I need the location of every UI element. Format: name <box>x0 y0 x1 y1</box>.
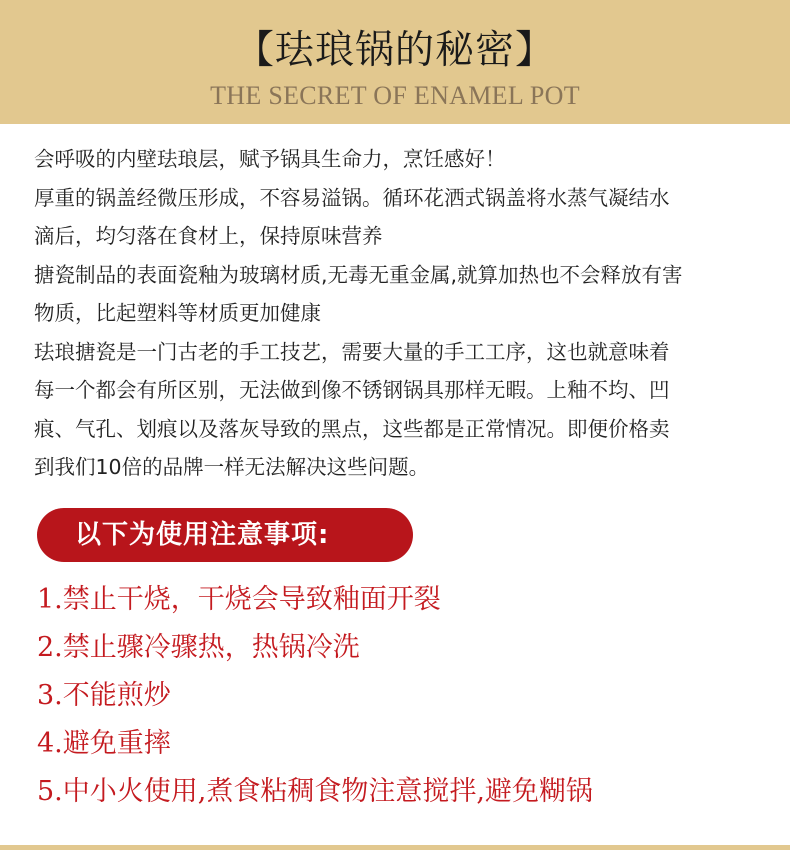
usage-notice-list <box>37 577 767 817</box>
notice-item: 5.中小火使用,煮食粘稠食物注意搅拌,避免糊锅 <box>37 776 593 807</box>
intro-line: 每一个都会有所区别，无法做到像不锈钢锅具那样无暇。上釉不均、凹 <box>34 378 670 402</box>
header-band <box>0 0 790 124</box>
intro-line: 滴后，均匀落在食材上，保持原味营养 <box>34 224 383 248</box>
intro-line: 痕、气孔、划痕以及落灰导致的黑点，这些都是正常情况。即便价格卖 <box>34 416 670 441</box>
notice-heading-badge: 以下为使用注意事项: <box>37 508 413 562</box>
intro-line: 会呼吸的内壁珐琅层，赋予锅具生命力，烹饪感好！ <box>34 147 506 171</box>
notice-item: 3.不能煎炒 <box>37 680 171 711</box>
intro-line: 到我们10倍的品牌一样无法解决这些问题。 <box>34 455 430 479</box>
intro-paragraph <box>34 140 764 487</box>
notice-item: 4.避免重摔 <box>37 728 171 759</box>
bottom-divider <box>0 845 790 850</box>
page-subtitle: THE SECRET OF ENAMEL POT <box>210 81 580 110</box>
intro-line: 物质，比起塑料等材质更加健康 <box>34 301 321 325</box>
intro-line: 搪瓷制品的表面瓷釉为玻璃材质,无毒无重金属,就算加热也不会释放有害 <box>34 262 683 287</box>
intro-line: 珐琅搪瓷是一门古老的手工技艺，需要大量的手工工序，这也就意味着 <box>34 339 670 364</box>
intro-line: 厚重的锅盖经微压形成，不容易溢锅。循环花洒式锅盖将水蒸气凝结水 <box>34 185 670 210</box>
notice-item: 1.禁止干烧，干烧会导致釉面开裂 <box>37 584 441 615</box>
page-title: 【珐琅锅的秘密】 <box>234 28 555 73</box>
notice-item: 2.禁止骤冷骤热，热锅冷洗 <box>37 632 360 663</box>
